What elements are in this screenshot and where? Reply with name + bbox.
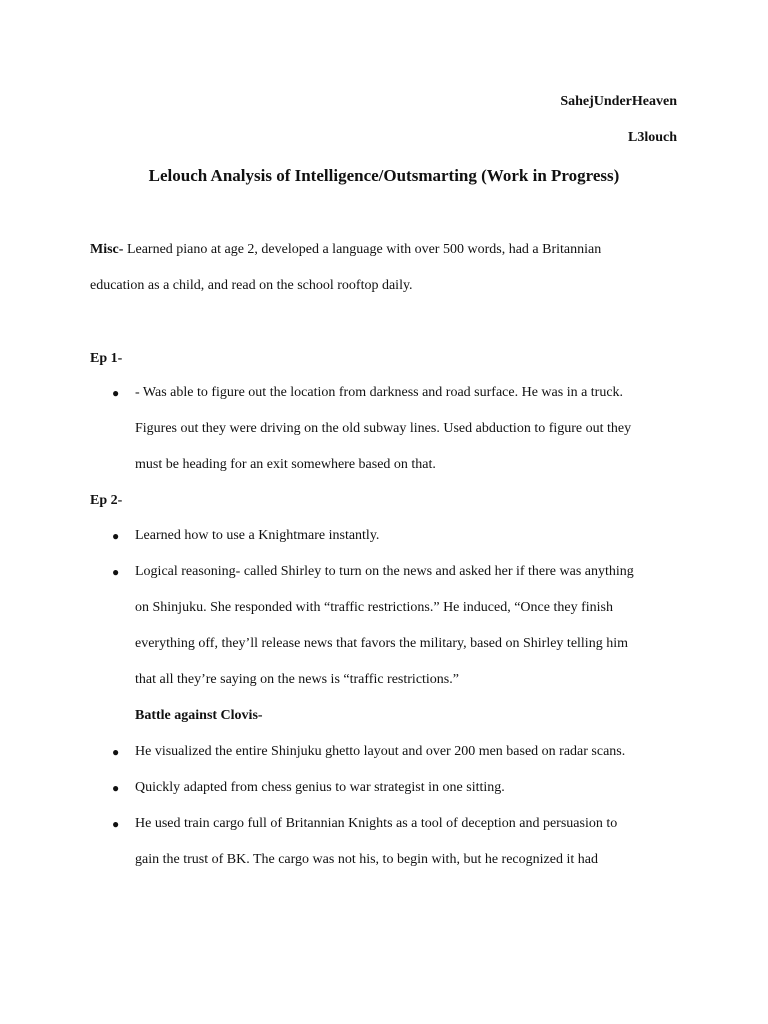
list-item-text	[135, 554, 768, 698]
list-item-line: that all they’re saying on the news is “traffic restrictions.”	[135, 672, 459, 687]
list-item	[0, 554, 768, 698]
list-item-text	[135, 518, 768, 554]
list-item-text	[135, 770, 768, 806]
misc-line	[90, 232, 680, 268]
list-item-line: Logical reasoning- called Shirley to turn on the news and asked her if there was anything	[135, 564, 634, 579]
list-item	[0, 518, 768, 554]
list-item-text	[135, 806, 768, 878]
list-item-line: Quickly adapted from chess genius to war strategist in one sitting.	[135, 780, 505, 795]
list-item	[0, 734, 768, 770]
list-item-line: Figures out they were driving on the old subway lines. Used abduction to figure out they	[135, 421, 632, 436]
misc-paragraph	[90, 232, 680, 304]
list-item-text	[135, 734, 768, 770]
bullet-icon: ●	[112, 745, 120, 759]
list-item-text	[135, 375, 768, 483]
ep1-list	[0, 375, 768, 483]
list-item-line: He used train cargo full of Britannian Knights as a tool of deception and persuasion to	[135, 816, 618, 831]
document-title: Lelouch Analysis of Intelligence/Outsmarting (Work in Progress)	[148, 166, 620, 185]
bullet-icon: ●	[112, 565, 120, 579]
bullet-icon: ●	[112, 781, 120, 795]
author-name: SahejUnderHeaven	[560, 94, 677, 109]
misc-label: Misc-	[90, 242, 124, 257]
list-item-line: must be heading for an exit somewhere based on that.	[135, 457, 436, 472]
misc-line: education as a child, and read on the school rooftop daily.	[90, 278, 413, 293]
bullet-icon: ●	[112, 529, 120, 543]
bullet-icon: ●	[112, 817, 120, 831]
misc-text: Learned piano at age 2, developed a language with over 500 words, had a Britannian	[123, 242, 602, 257]
list-item	[0, 806, 768, 878]
ep2-heading: Ep 2-	[90, 493, 123, 508]
list-item-line: everything off, they’ll release news that favors the military, based on Shirley telling him	[135, 636, 628, 651]
ep1-heading: Ep 1-	[90, 351, 123, 366]
list-item-line: on Shinjuku. She responded with “traffic restrictions.” He induced, “Once they finish	[135, 600, 613, 615]
ep2-list	[0, 518, 768, 878]
list-item-line: - Was able to figure out the location from darkness and road surface. He was in a truck.	[135, 385, 624, 400]
list-item	[0, 375, 768, 483]
author-handle: L3louch	[627, 130, 677, 145]
list-item-line: Learned how to use a Knightmare instantly.	[135, 528, 380, 543]
battle-subheading: Battle against Clovis-	[135, 708, 263, 723]
bullet-icon: ●	[112, 386, 120, 400]
list-item	[0, 770, 768, 806]
list-item-line: He visualized the entire Shinjuku ghetto layout and over 200 men based on radar scans.	[135, 744, 626, 759]
list-item-line: gain the trust of BK. The cargo was not his, to begin with, but he recognized it had	[135, 852, 598, 867]
